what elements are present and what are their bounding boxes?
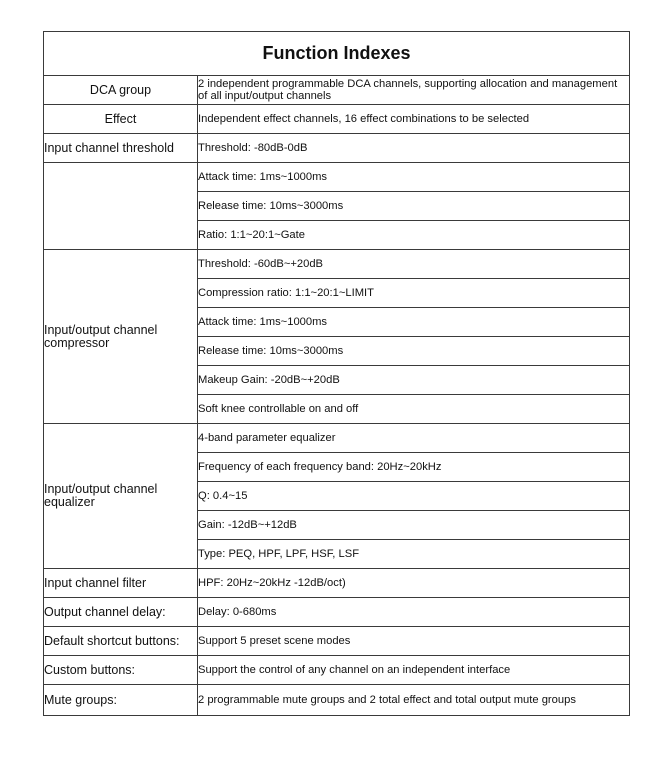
title-row — [44, 32, 630, 76]
gate-label-cell — [44, 163, 198, 250]
equalizer-value: 4-band parameter equalizer — [198, 424, 630, 453]
effect-label: Effect — [44, 105, 198, 134]
compressor-label: Input/output channel compressor — [44, 250, 198, 424]
equalizer-value: Type: PEQ, HPF, LPF, HSF, LSF — [198, 540, 630, 569]
table-row — [44, 627, 630, 656]
filter-value: HPF: 20Hz~20kHz -12dB/oct) — [198, 569, 630, 598]
filter-label: Input channel filter — [44, 569, 198, 598]
table-title: Function Indexes — [44, 32, 630, 76]
table-row — [44, 105, 630, 134]
table-row — [44, 134, 630, 163]
shortcut-label: Default shortcut buttons: — [44, 627, 198, 656]
mute-label: Mute groups: — [44, 685, 198, 716]
dca-value: 2 independent programmable DCA channels, supporting allocation and management of all input/output channels — [198, 76, 630, 105]
gate-value: Ratio: 1:1~20:1~Gate — [198, 221, 630, 250]
equalizer-value: Gain: -12dB~+12dB — [198, 511, 630, 540]
gate-value: Release time: 10ms~3000ms — [198, 192, 630, 221]
custom-value: Support the control of any channel on an independent interface — [198, 656, 630, 685]
table-row — [44, 656, 630, 685]
table-row — [44, 163, 630, 192]
compressor-value: Threshold: -60dB~+20dB — [198, 250, 630, 279]
equalizer-label: Input/output channel equalizer — [44, 424, 198, 569]
table-row — [44, 250, 630, 279]
compressor-value: Makeup Gain: -20dB~+20dB — [198, 366, 630, 395]
shortcut-value: Support 5 preset scene modes — [198, 627, 630, 656]
compressor-value: Soft knee controllable on and off — [198, 395, 630, 424]
table-row — [44, 569, 630, 598]
threshold-label: Input channel threshold — [44, 134, 198, 163]
dca-label: DCA group — [44, 76, 198, 105]
threshold-value: Threshold: -80dB-0dB — [198, 134, 630, 163]
effect-value: Independent effect channels, 16 effect combinations to be selected — [198, 105, 630, 134]
compressor-value: Compression ratio: 1:1~20:1~LIMIT — [198, 279, 630, 308]
equalizer-value: Q: 0.4~15 — [198, 482, 630, 511]
table-row — [44, 424, 630, 453]
delay-value: Delay: 0-680ms — [198, 598, 630, 627]
table-row — [44, 685, 630, 716]
equalizer-value: Frequency of each frequency band: 20Hz~20kHz — [198, 453, 630, 482]
compressor-value: Release time: 10ms~3000ms — [198, 337, 630, 366]
delay-label: Output channel delay: — [44, 598, 198, 627]
mute-value: 2 programmable mute groups and 2 total effect and total output mute groups — [198, 685, 630, 716]
gate-value: Attack time: 1ms~1000ms — [198, 163, 630, 192]
custom-label: Custom buttons: — [44, 656, 198, 685]
compressor-value: Attack time: 1ms~1000ms — [198, 308, 630, 337]
table-row — [44, 598, 630, 627]
table-row — [44, 76, 630, 105]
function-index-table — [43, 31, 630, 716]
